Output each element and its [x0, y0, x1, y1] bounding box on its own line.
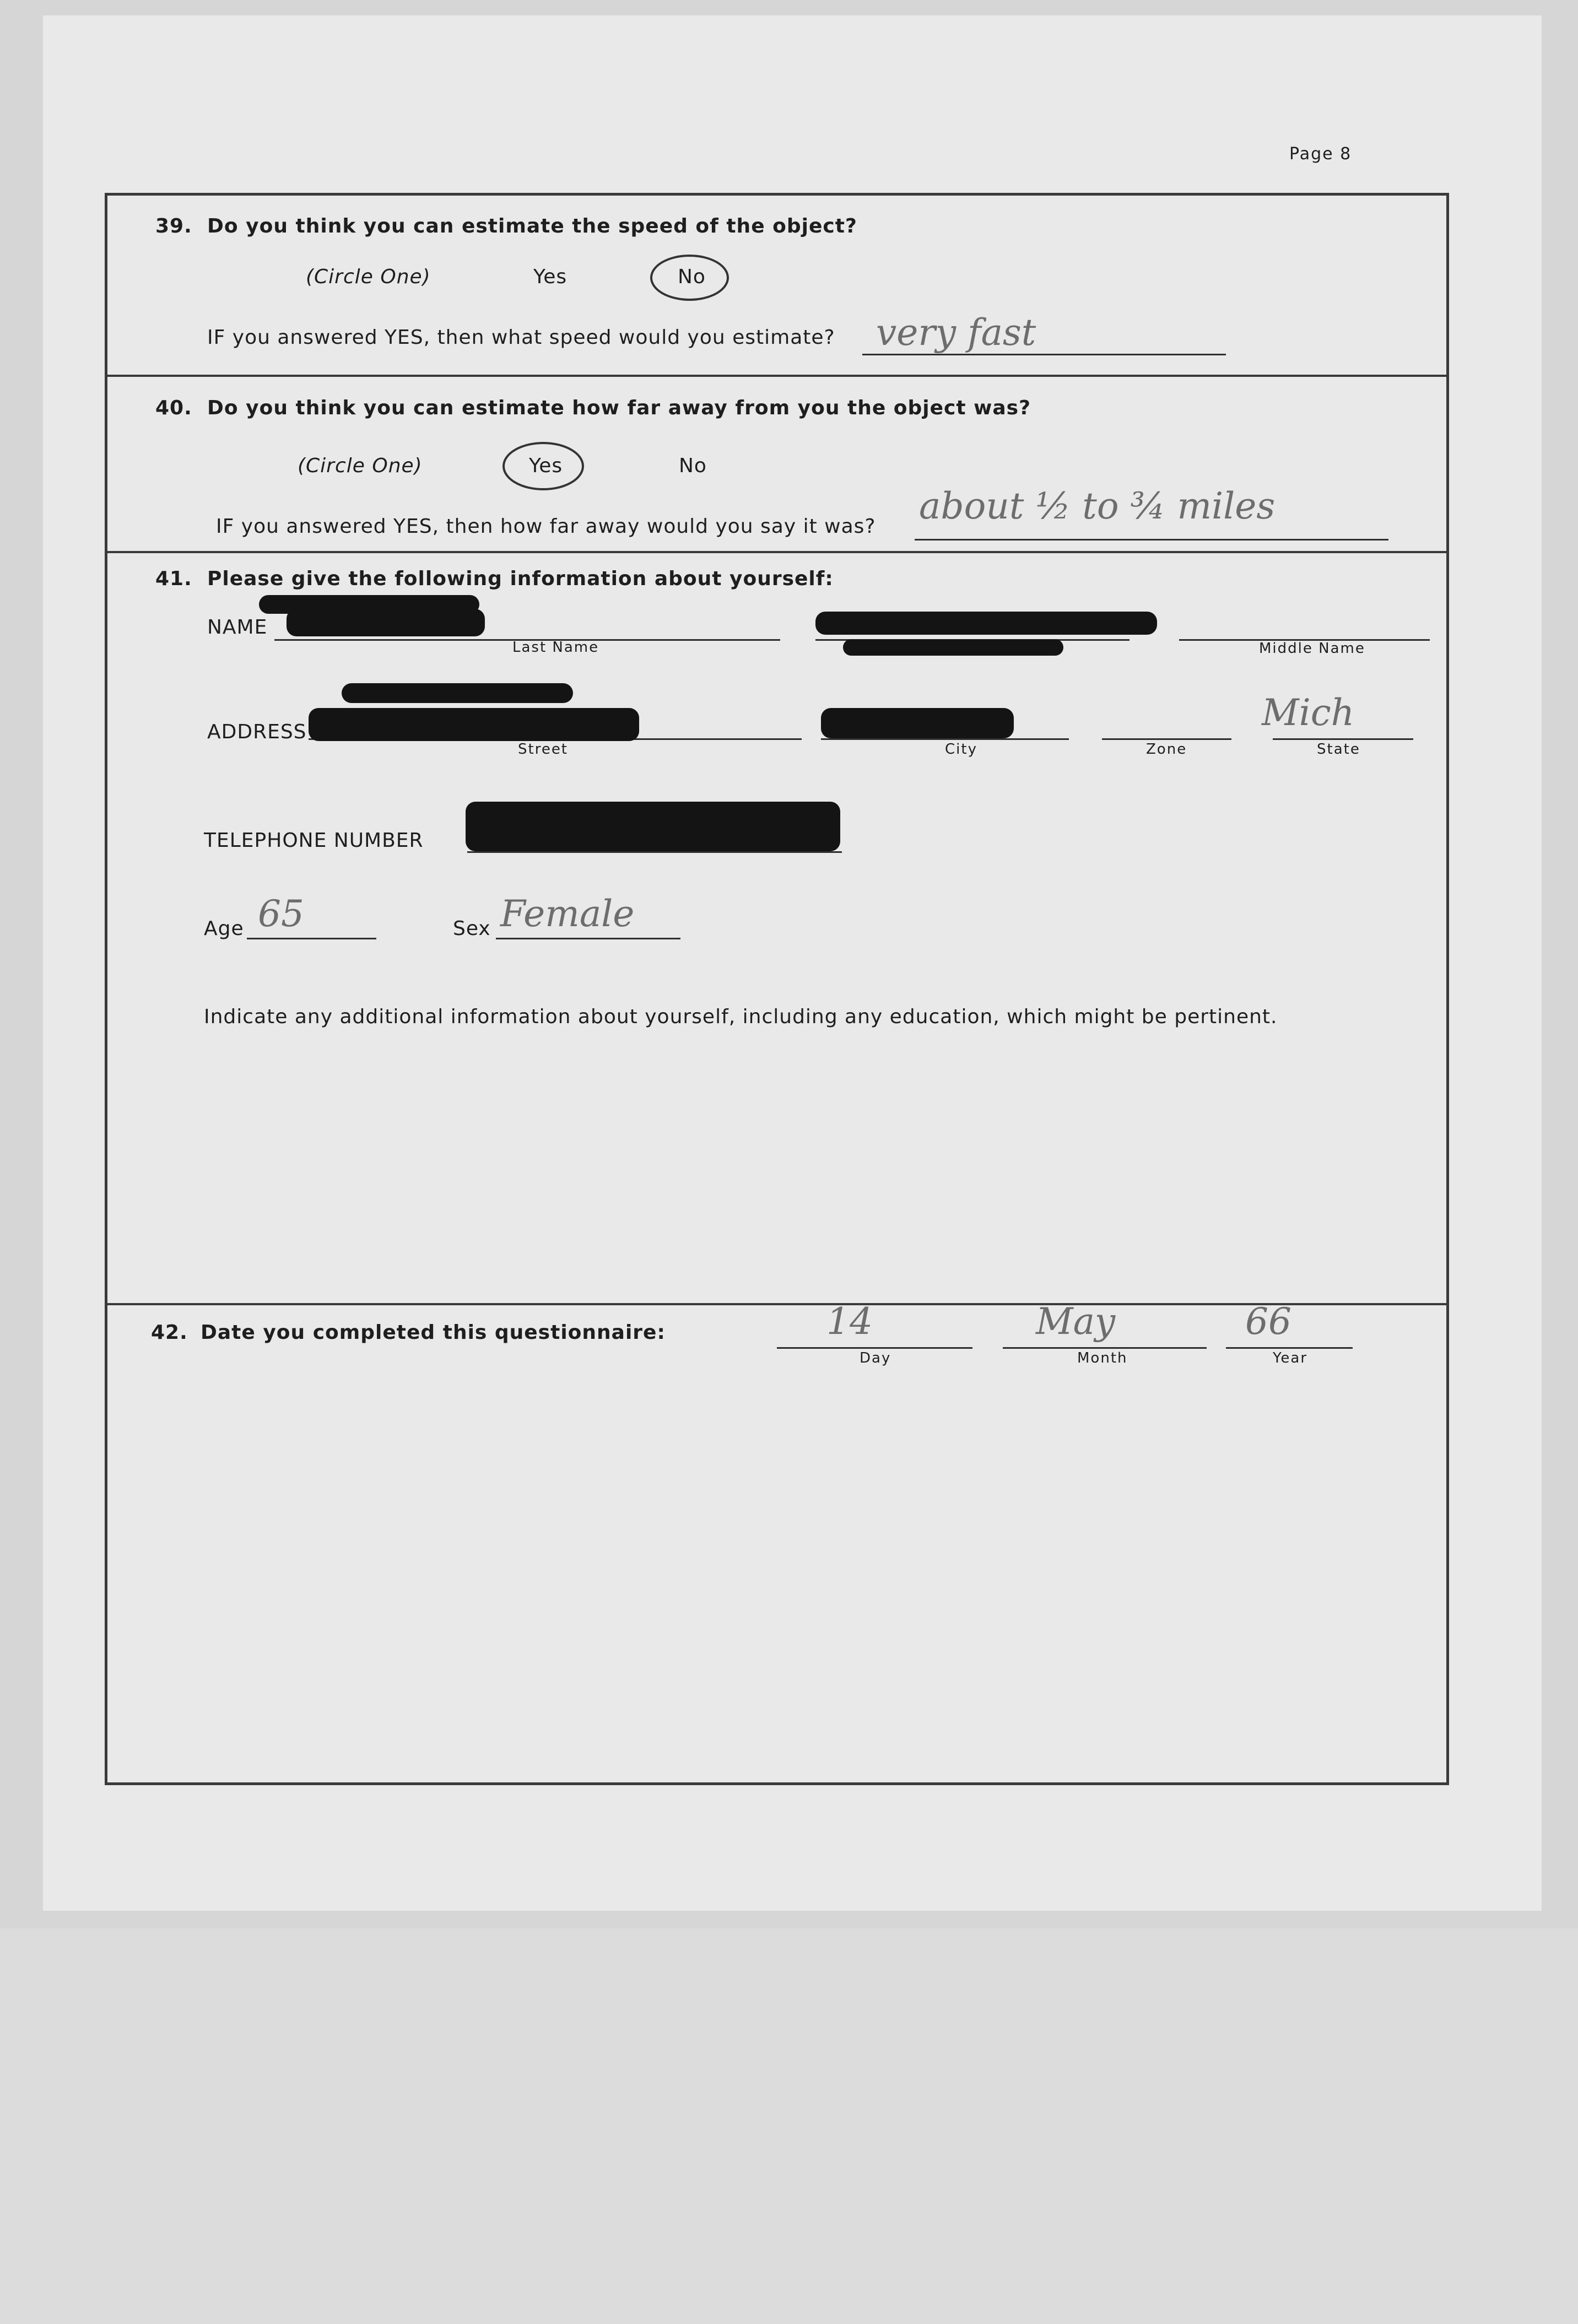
year-caption: Year: [1273, 1350, 1308, 1366]
q41-prompt: Please give the following information about yourself:: [207, 568, 834, 590]
redaction: [309, 708, 639, 741]
redaction: [259, 595, 479, 614]
redaction: [843, 639, 1063, 656]
q39-option-yes[interactable]: Yes: [533, 266, 568, 288]
q40-question: Do you think you can estimate how far away from you the object was?: [207, 397, 1031, 419]
q40-number: 40.: [155, 397, 192, 419]
telephone-label: TELEPHONE NUMBER: [204, 829, 424, 852]
city-caption: City: [945, 741, 977, 758]
redaction: [466, 802, 840, 851]
q42-prompt: Date you completed this questionnaire:: [201, 1321, 666, 1344]
q39-number: 39.: [155, 215, 192, 237]
q39-selection-circle: [650, 255, 729, 301]
q39-question: Do you think you can estimate the speed of the object?: [207, 215, 857, 237]
q40-selection-circle: [502, 442, 584, 490]
redaction: [821, 708, 1014, 738]
middle-name-caption: Middle Name: [1259, 640, 1365, 657]
redaction: [815, 612, 1157, 635]
month-value: May: [1036, 1300, 1116, 1343]
day-caption: Day: [860, 1350, 891, 1366]
state-value: Mich: [1262, 691, 1355, 734]
section-divider: [105, 551, 1449, 553]
q40-answer: about ½ to ¾ miles: [919, 485, 1276, 527]
section-divider: [105, 375, 1449, 377]
state-caption: State: [1317, 741, 1360, 758]
zone-caption: Zone: [1146, 741, 1187, 758]
age-value: 65: [258, 893, 304, 935]
q40-followup: IF you answered YES, then how far away would you say it was?: [216, 515, 876, 538]
form-frame: [105, 193, 1449, 1785]
day-line: [777, 1347, 972, 1349]
sex-label: Sex: [453, 917, 491, 940]
additional-info-prompt: Indicate any additional information about yourself, including any education, which might be pertinent.: [204, 1006, 1278, 1028]
age-line: [247, 938, 376, 939]
year-line: [1226, 1347, 1353, 1349]
q39-option-no[interactable]: No: [678, 266, 706, 288]
q42-number: 42.: [151, 1321, 188, 1344]
q41-number: 41.: [155, 568, 192, 590]
age-label: Age: [204, 917, 244, 940]
q40-option-no[interactable]: No: [679, 455, 707, 477]
q40-option-yes[interactable]: Yes: [529, 455, 563, 477]
name-label: NAME: [207, 616, 268, 639]
q39-followup: IF you answered YES, then what speed would you estimate?: [207, 326, 835, 349]
day-value: 14: [826, 1300, 873, 1343]
city-line: [821, 738, 1069, 740]
q39-answer-line: [862, 354, 1226, 355]
q39-answer: very fast: [876, 311, 1036, 354]
month-line: [1003, 1347, 1207, 1349]
page-number: Page 8: [1289, 144, 1352, 164]
q40-circle-hint: (Circle One): [298, 455, 423, 477]
zone-line: [1102, 738, 1231, 740]
redaction: [342, 683, 573, 703]
street-caption: Street: [518, 741, 569, 758]
year-value: 66: [1245, 1300, 1291, 1343]
last-name-caption: Last Name: [512, 639, 599, 656]
address-label: ADDRESS: [207, 721, 307, 743]
q40-answer-line: [915, 539, 1388, 541]
sex-value: Female: [500, 893, 635, 935]
state-line: [1273, 738, 1413, 740]
sex-line: [496, 938, 680, 939]
telephone-line: [467, 851, 842, 853]
q39-circle-hint: (Circle One): [306, 266, 431, 288]
month-caption: Month: [1077, 1350, 1128, 1366]
scan-background: [0, 1928, 1578, 2324]
